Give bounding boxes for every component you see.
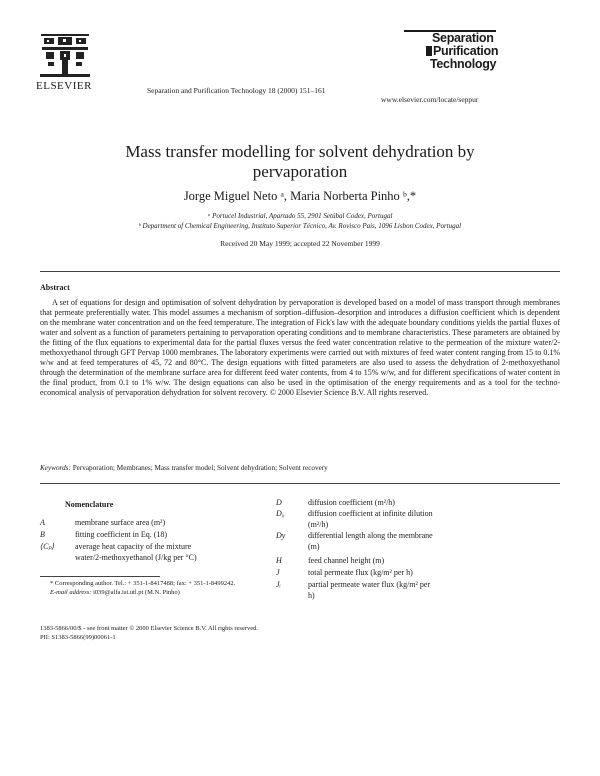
brand-line-3: Technology <box>430 57 497 71</box>
rule-top <box>40 271 560 272</box>
email-label: E-mail address: <box>50 589 92 596</box>
footnote <box>40 579 258 597</box>
brand-line-1: Separation <box>432 31 494 45</box>
nom-row <box>276 520 560 530</box>
nom-row <box>40 530 270 540</box>
article-title <box>40 142 560 182</box>
nom-symbol: D₀ <box>276 509 285 518</box>
nom-definition: diffusion coefficient (m²/h) <box>308 498 395 507</box>
nom-row <box>276 556 560 566</box>
abstract-text: A set of equations for design and optimisation of solvent dehydration by pervaporation is developed based on a model of mass transport through membranes that permeate preferentially water. This model assumes a mechanism of sorption–diffusion–desorption and introduces a diffusion coefficient which is dependent on the membrane water concentration and on the feed temperature. The integration of Fick's law with the adequate boundary conditions yields the partial fluxes of water and solvent as a function of parameters pertaining to pervaporation operating conditions and to membrane characteristics. These parameters are obtained by the fitting of the flux equations to experimental data for the partial fluxes versus the feed water concentration relative to the permeation of the mixture water/2-methoxyethanol through GFT Pervap 1000 membranes. The laboratory experiments were carried out with mixtures of feed water content ranging from 15 to 0.1% w/w and at feed temperatures of 45, 72 and 80°C. The design equations with fitted parameters are also used to assess the dehydration of 2-methoxyethanol through the determination of the membrane surface area for different feed water contents, from 4 to 15% w/w, and for different specifications of water content in the final product, from 0.1 to 1% w/w. The design equations can also be used in the optimisation of the energy requirements and as a tool for the techno-economical analysis of pervaporation dehydration for solvent recovery. © 2000 Elsevier Science B.V. All rights reserved. <box>40 298 560 397</box>
nom-definition: water/2-methoxyethanol (J/kg per °C) <box>75 553 197 562</box>
nom-symbol: H <box>276 556 282 565</box>
nom-definition: average heat capacity of the mixture <box>75 542 192 551</box>
abstract-heading: Abstract <box>40 283 70 292</box>
keywords-label: Keywords: <box>40 464 71 472</box>
email-line <box>40 588 258 597</box>
authors: Jorge Miguel Neto ᵃ, Maria Norberta Pinho ᵇ,* <box>183 189 417 203</box>
nom-row <box>276 580 560 590</box>
nom-definition: total permeate flux (kg/m² per h) <box>308 568 413 577</box>
title-line-1: Mass transfer modelling for solvent dehydration by <box>125 142 475 161</box>
nom-row <box>276 591 560 601</box>
rule-bottom <box>40 483 560 484</box>
affiliation-b: ᵇ Department of Chemical Engineering, Instituto Superior Técnico, Av. Rovisco Pais, 1096 Lisbon Codex, Portugal <box>138 222 462 230</box>
nom-symbol: J <box>276 568 280 577</box>
publisher-name: ELSEVIER <box>36 80 92 92</box>
keywords-text: Pervaporation; Membranes; Mass transfer model; Solvent dehydration; Solvent recovery <box>70 464 328 472</box>
nomenclature-heading: Nomenclature <box>65 500 114 509</box>
nom-row <box>40 553 270 563</box>
corresponding-author: * Corresponding author. Tel.: + 351-1-8417488; fax: + 351-1-8499242. <box>50 580 236 587</box>
nom-symbol: D <box>276 498 282 507</box>
journal-url[interactable]: www.elsevier.com/locate/seppur <box>381 95 479 104</box>
footnote-rule <box>40 576 160 577</box>
keywords <box>40 464 560 472</box>
nom-row <box>276 498 560 508</box>
nom-definition: (m) <box>308 542 320 551</box>
nom-definition: (m²/h) <box>308 520 329 529</box>
nom-symbol: Dy <box>276 531 286 540</box>
footer-issn: 1383-5866/00/$ - see front matter © 2000 Elsevier Science B.V. All rights reserved. <box>40 625 259 632</box>
nom-row <box>276 542 560 552</box>
nom-definition: feed channel height (m) <box>308 556 385 565</box>
nom-row <box>276 568 560 578</box>
nom-row <box>40 518 270 528</box>
nomenclature-left <box>40 518 270 568</box>
affiliation-a: ᵃ Portucel Industrial, Apartado 55, 2901 Setúbal Codex, Portugal <box>207 212 393 220</box>
title-line-2: pervaporation <box>252 162 348 181</box>
nom-definition: fitting coefficient in Eq. (18) <box>75 530 168 539</box>
email-address[interactable]: i039@alfa.ist.utl.pt (M.N. Pinho) <box>91 589 180 596</box>
nom-definition: partial permeate water flux (kg/m² per <box>308 580 431 589</box>
nom-symbol: A <box>40 518 45 527</box>
nom-definition: h) <box>308 591 315 600</box>
nom-symbol: ⟨Cₚ⟩ <box>40 542 55 551</box>
nom-row <box>276 509 560 519</box>
nom-definition: diffusion coefficient at infinite dilution <box>308 509 433 518</box>
journal-brand-logo <box>410 32 510 71</box>
brand-line-2-text: Purification <box>433 44 499 58</box>
nom-row <box>40 542 270 552</box>
nom-definition: differential length along the membrane <box>308 531 433 540</box>
nom-symbol: Jᵢ <box>276 580 281 589</box>
elsevier-tree-logo <box>38 30 92 78</box>
footer-pii: PII: S1383-5866(99)00061-1 <box>40 634 116 641</box>
nomenclature-right <box>276 498 560 608</box>
nom-definition: membrane surface area (m²) <box>75 518 166 527</box>
journal-reference: Separation and Purification Technology 18 (2000) 151–161 <box>147 86 326 95</box>
nom-symbol: B <box>40 530 45 539</box>
received-dates: Received 20 May 1999; accepted 22 November 1999 <box>220 239 380 248</box>
brand-mark-icon <box>426 46 432 56</box>
nom-row <box>276 531 560 541</box>
